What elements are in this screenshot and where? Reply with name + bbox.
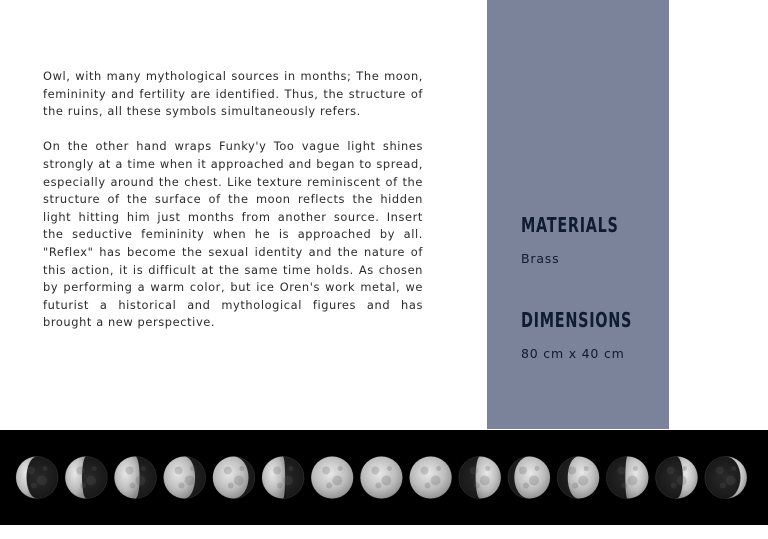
moon-phase-3 xyxy=(114,457,156,499)
moon-phases-strip xyxy=(0,430,768,525)
moon-phase-6 xyxy=(262,457,304,499)
moon-phase-14 xyxy=(656,457,698,499)
moon-phase-9 xyxy=(410,457,452,499)
paragraph-2: On the other hand wraps Funky'y Too vague light shines strongly at a time when it approached and began to spread, especially around the chest. Like texture reminiscent of the structure of the surface of the moon reflects the hidden light hitting him just months from another source. Insert the seductive femininity when he is approached by all. "Reflex" has become the sexual identity and the nature of this action, it is difficult at the same time holds. As chosen by performing a warm color, but ice Oren's work metal, we futurist a historical and mythological figures and has brought a new perspective. xyxy=(43,139,423,330)
dimensions-heading: DIMENSIONS xyxy=(521,308,633,332)
paragraph-1: Owl, with many mythological sources in months; The moon, femininity and fertility are identified. Thus, the structure of the ruins, all these symbols simultaneously refers. xyxy=(43,69,423,119)
dimensions-block xyxy=(521,308,675,361)
moon-phase-7 xyxy=(311,457,353,499)
moon-phase-12 xyxy=(557,457,599,499)
description-text xyxy=(43,68,423,350)
moon-phase-1 xyxy=(16,457,58,499)
materials-block xyxy=(521,213,657,266)
moon-phase-4 xyxy=(164,457,206,499)
moon-phase-15 xyxy=(705,457,747,499)
moon-phase-11 xyxy=(508,457,550,499)
moon-phase-13 xyxy=(606,457,648,499)
dimensions-value: 80 cm x 40 cm xyxy=(521,346,625,361)
moon-phase-2 xyxy=(65,457,107,499)
moon-phase-5 xyxy=(213,457,255,499)
materials-value: Brass xyxy=(521,251,560,266)
moon-phase-10 xyxy=(459,457,501,499)
materials-heading: MATERIALS xyxy=(521,213,619,237)
moon-phases-image xyxy=(0,430,768,525)
info-panel xyxy=(487,0,669,429)
moon-phase-8 xyxy=(360,457,402,499)
